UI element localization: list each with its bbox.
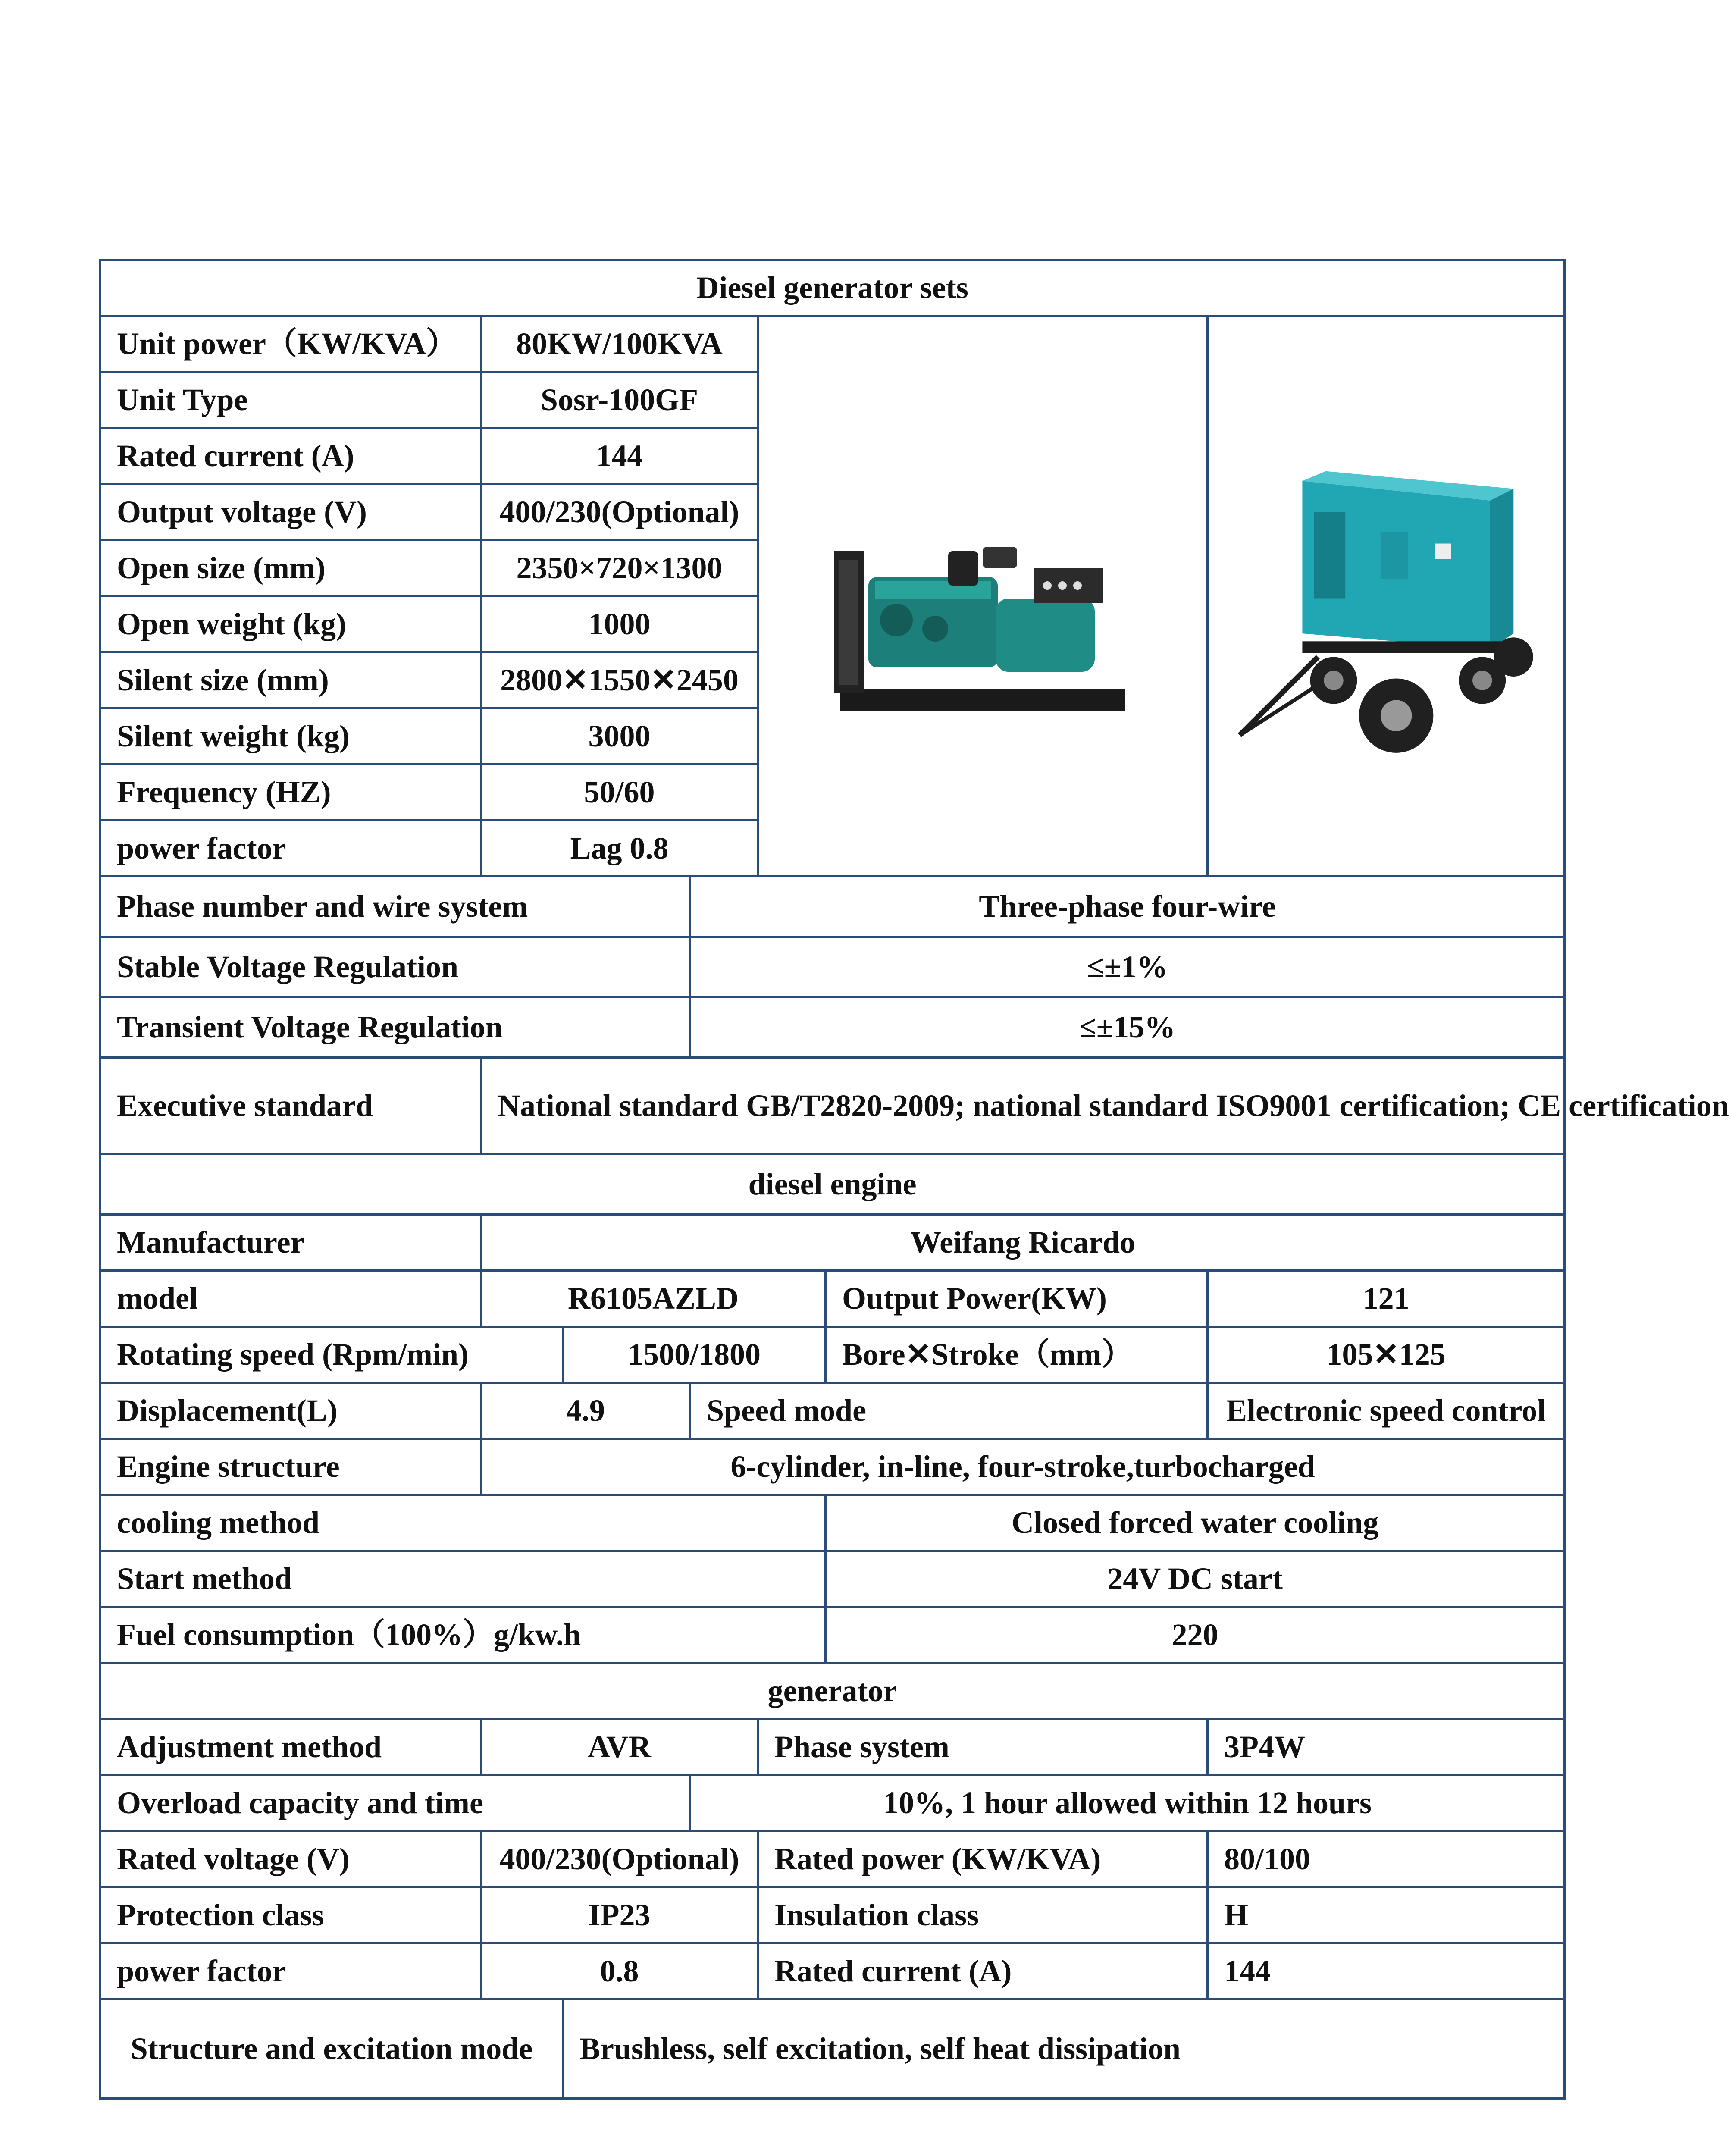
engine-heading: diesel engine xyxy=(100,1154,1565,1215)
spec-value: 80KW/100KVA xyxy=(481,316,758,372)
rated-power-value: 80/100 xyxy=(1208,1831,1565,1887)
cooling-method-value: Closed forced water cooling xyxy=(826,1495,1565,1551)
spec-sheet xyxy=(99,259,1729,2100)
speed-mode-value: Electronic speed control xyxy=(1208,1383,1565,1439)
spec-label: Silent size (mm) xyxy=(100,652,481,708)
generator-spec-table xyxy=(99,259,1729,2100)
generator-heading: generator xyxy=(100,1663,1565,1719)
spec-label: Unit power（KW/KVA） xyxy=(100,316,481,372)
displacement-label: Displacement(L) xyxy=(100,1383,481,1439)
spec-value: 144 xyxy=(481,428,758,484)
spec-value: 50/60 xyxy=(481,765,758,821)
rated-current-value: 144 xyxy=(1208,1943,1565,1999)
spec-value: 3000 xyxy=(481,708,758,765)
silent-trailer-generator-picture xyxy=(1224,318,1548,874)
phase-wire-label: Phase number and wire system xyxy=(100,877,690,937)
fuel-consumption-label: Fuel consumption（100%）g/kw.h xyxy=(100,1607,826,1663)
transient-regulation-label: Transient Voltage Regulation xyxy=(100,997,690,1058)
protection-class-label: Protection class xyxy=(100,1887,481,1943)
phase-wire-value: Three-phase four-wire xyxy=(690,877,1565,937)
insulation-class-value: H xyxy=(1208,1887,1565,1943)
engine-structure-label: Engine structure xyxy=(100,1439,481,1495)
spec-label: Rated current (A) xyxy=(100,428,481,484)
spec-label: Open size (mm) xyxy=(100,540,481,596)
rotating-speed-label: Rotating speed (Rpm/min) xyxy=(100,1327,563,1383)
stable-regulation-value: ≤±1% xyxy=(690,937,1565,997)
displacement-value: 4.9 xyxy=(481,1383,690,1439)
phase-system-label: Phase system xyxy=(758,1719,1208,1775)
rated-current-label: Rated current (A) xyxy=(758,1943,1208,1999)
power-factor-value: 0.8 xyxy=(481,1943,758,1999)
excitation-mode-label: Structure and excitation mode xyxy=(100,1999,563,2099)
stable-regulation-label: Stable Voltage Regulation xyxy=(100,937,690,997)
start-method-label: Start method xyxy=(100,1551,826,1607)
bore-stroke-value: 105✕125 xyxy=(1208,1327,1565,1383)
adjustment-method-label: Adjustment method xyxy=(100,1719,481,1775)
spec-label: Silent weight (kg) xyxy=(100,708,481,765)
spec-value: 2350×720×1300 xyxy=(481,540,758,596)
spec-value: 2800✕1550✕2450 xyxy=(481,652,758,708)
manufacturer-value: Weifang Ricardo xyxy=(481,1215,1565,1271)
silent-generator-image xyxy=(1208,316,1565,877)
overload-value: 10%, 1 hour allowed within 12 hours xyxy=(690,1775,1565,1831)
protection-class-value: IP23 xyxy=(481,1887,758,1943)
manufacturer-label: Manufacturer xyxy=(100,1215,481,1271)
spec-label: Unit Type xyxy=(100,372,481,428)
output-power-label: Output Power(KW) xyxy=(826,1271,1208,1327)
spec-value: Lag 0.8 xyxy=(481,821,758,877)
speed-mode-label: Speed mode xyxy=(690,1383,1208,1439)
rated-voltage-value: 400/230(Optional) xyxy=(481,1831,758,1887)
engine-structure-value: 6-cylinder, in-line, four-stroke,turbocharged xyxy=(481,1439,1565,1495)
overload-label: Overload capacity and time xyxy=(100,1775,690,1831)
excitation-mode-value: Brushless, self excitation, self heat dissipation xyxy=(563,1999,1565,2099)
phase-system-value: 3P4W xyxy=(1208,1719,1565,1775)
spec-value: 1000 xyxy=(481,596,758,652)
spec-value: 400/230(Optional) xyxy=(481,484,758,540)
insulation-class-label: Insulation class xyxy=(758,1887,1208,1943)
model-label: model xyxy=(100,1271,481,1327)
model-value: R6105AZLD xyxy=(481,1271,826,1327)
executive-standard-label: Executive standard xyxy=(100,1058,481,1154)
bore-stroke-label: Bore✕Stroke（mm） xyxy=(826,1327,1208,1383)
spec-label: Output voltage (V) xyxy=(100,484,481,540)
transient-regulation-value: ≤±15% xyxy=(690,997,1565,1058)
rated-power-label: Rated power (KW/KVA) xyxy=(758,1831,1208,1887)
start-method-value: 24V DC start xyxy=(826,1551,1565,1607)
adjustment-method-value: AVR xyxy=(481,1719,758,1775)
power-factor-label: power factor xyxy=(100,1943,481,1999)
cooling-method-label: cooling method xyxy=(100,1495,826,1551)
spec-label: Open weight (kg) xyxy=(100,596,481,652)
output-power-value: 121 xyxy=(1208,1271,1565,1327)
spec-label: power factor xyxy=(100,821,481,877)
spec-label: Frequency (HZ) xyxy=(100,765,481,821)
open-frame-generator-picture xyxy=(774,318,1191,874)
rotating-speed-value: 1500/1800 xyxy=(563,1327,826,1383)
executive-standard-value: National standard GB/T2820-2009; national standard ISO9001 certification; CE certification xyxy=(481,1058,1565,1154)
fuel-consumption-value: 220 xyxy=(826,1607,1565,1663)
spec-value: Sosr-100GF xyxy=(481,372,758,428)
rated-voltage-label: Rated voltage (V) xyxy=(100,1831,481,1887)
sheet-title: Diesel generator sets xyxy=(100,260,1565,316)
open-generator-image xyxy=(758,316,1208,877)
